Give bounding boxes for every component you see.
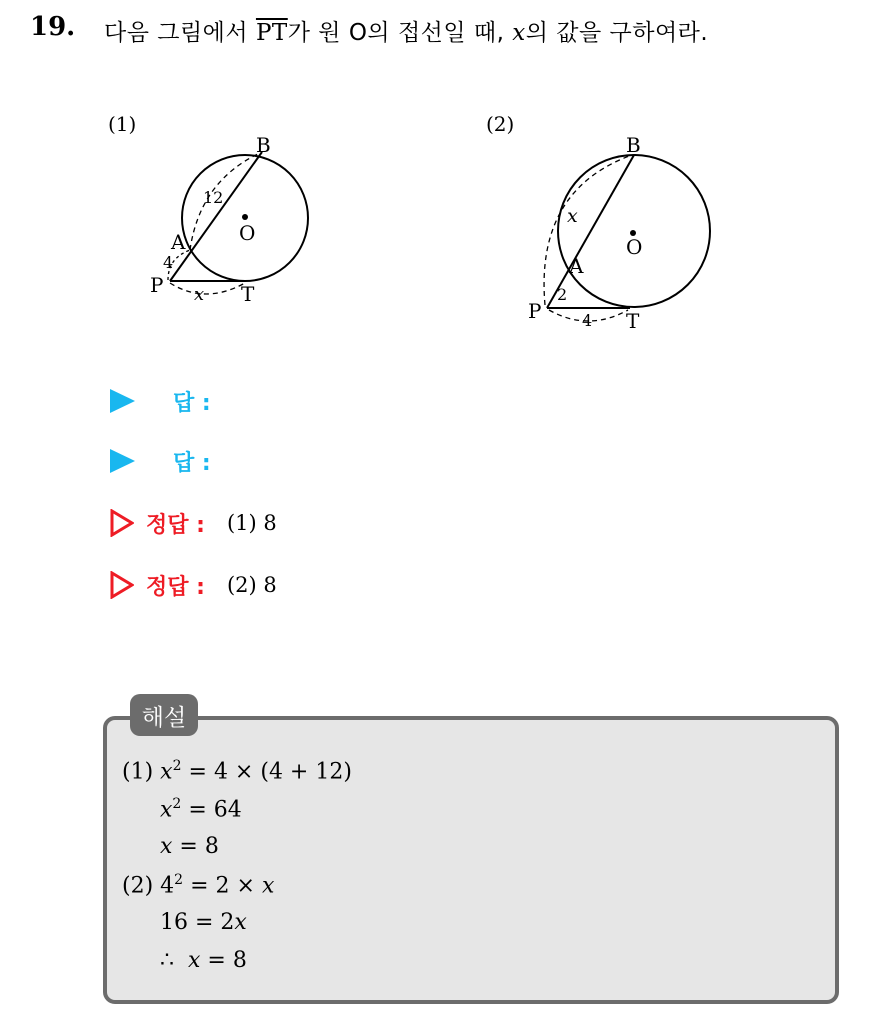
brace-x	[170, 283, 245, 294]
solution-line-3: x = 8	[160, 834, 219, 859]
solution-line-1: (1) $x^2 = 4 \times (4 + 12)$	[122, 758, 352, 785]
center-dot	[242, 214, 248, 220]
question-text-mid: 가 원 O의 접선일 때,	[287, 20, 505, 46]
point-t: T	[241, 282, 255, 306]
point-o: O	[626, 235, 643, 259]
play-triangle-icon	[110, 449, 135, 473]
key-answer-value: (1) 8	[226, 511, 277, 535]
length-4: 4	[163, 253, 174, 272]
answer-row	[110, 383, 211, 419]
answer-row	[110, 443, 211, 479]
length-12: 12	[203, 188, 224, 207]
answer-label: 답 :	[173, 390, 211, 416]
figure-2-label: (2)	[486, 112, 515, 136]
key-answer-row	[110, 505, 277, 541]
length-x: x	[567, 205, 578, 227]
solution-line-6: ∴ x = 8	[160, 948, 247, 973]
key-answer-value: (2) 8	[226, 573, 277, 597]
point-p: P	[150, 273, 164, 297]
key-answer-label: 정답 :	[146, 574, 205, 600]
question-text-prefix: 다음 그림에서	[104, 20, 249, 46]
secant-pb	[170, 152, 262, 281]
point-o: O	[239, 221, 256, 245]
question-text	[104, 14, 708, 47]
segment-pt: $\overline{PT}$	[255, 20, 288, 46]
solution-line-4: (2) $4^2 = 2 \times x$	[122, 872, 275, 899]
point-a: A	[171, 230, 186, 254]
outline-triangle-icon	[110, 571, 134, 599]
solution-line-5: 16 = 2x	[160, 910, 247, 935]
length-2: 2	[557, 285, 568, 304]
answer-label: 답 :	[173, 450, 211, 476]
point-p: P	[528, 299, 542, 323]
figure-1-diagram	[140, 130, 330, 310]
length-x: x	[194, 284, 205, 305]
point-a: A	[569, 254, 584, 278]
question-text-suffix: 의 값을 구하여라.	[525, 20, 709, 46]
outline-triangle-icon	[110, 509, 134, 537]
key-answer-label: 정답 :	[146, 512, 205, 538]
play-triangle-icon	[110, 389, 135, 413]
point-t: T	[626, 309, 640, 333]
length-4: 4	[582, 311, 593, 330]
solution-line-2: $x^2 = 64$	[160, 796, 242, 823]
question-variable: x	[512, 20, 526, 46]
figure-1-label: (1)	[108, 112, 137, 136]
question-number: 19.	[30, 12, 76, 42]
key-answer-row	[110, 567, 277, 603]
point-b: B	[626, 133, 641, 157]
figure-2-diagram	[520, 130, 720, 335]
solution-tab: 해설	[130, 694, 198, 736]
point-b: B	[256, 133, 271, 157]
